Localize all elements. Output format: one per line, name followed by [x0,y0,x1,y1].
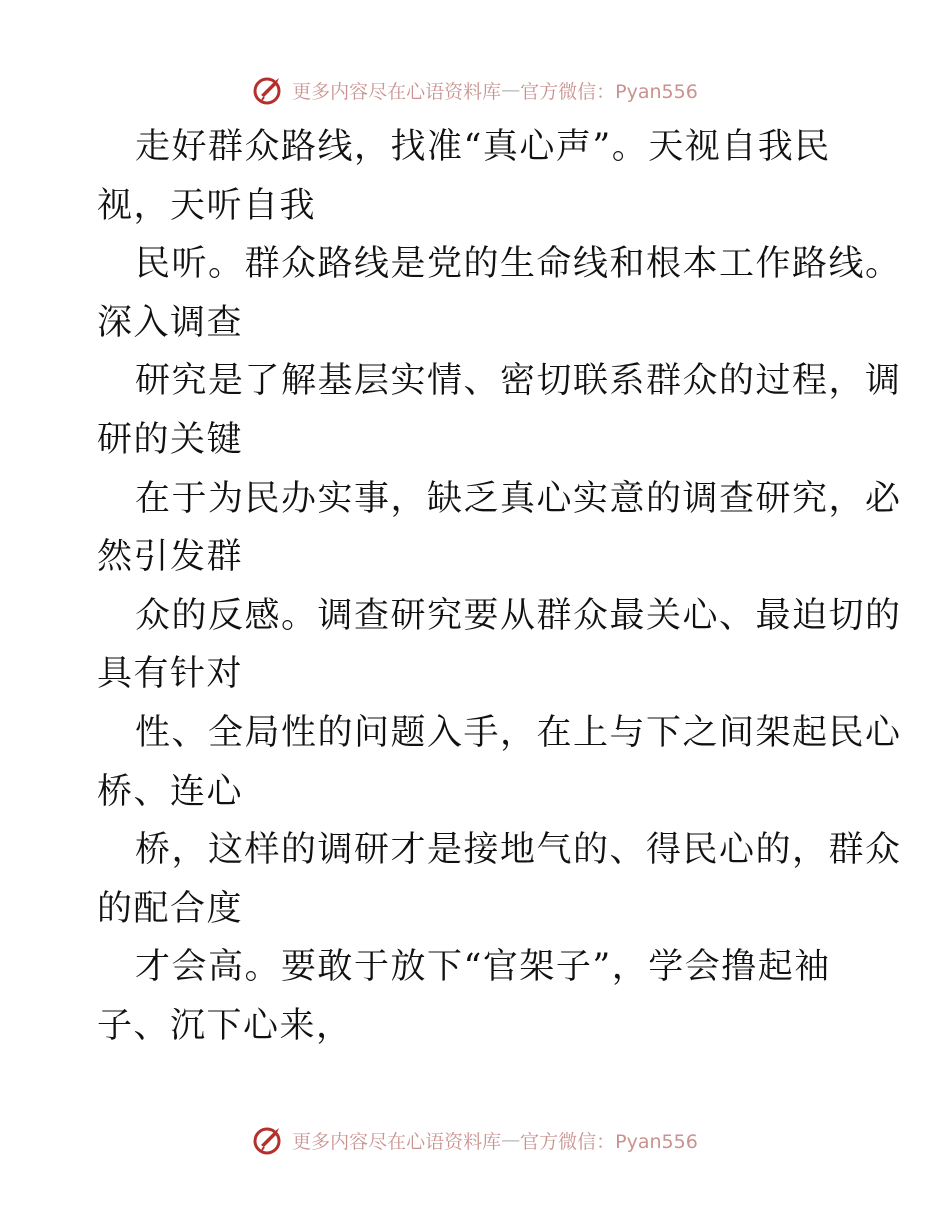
body-line: 的配合度 [97,888,244,929]
body-line: 才会高。要敢于放下“官架子”，学会撸起袖 [135,947,831,988]
watermark-separator: — [501,1129,521,1151]
body-line: 深入调查 [97,302,244,343]
body-line: 性、全局性的问题入手，在上与下之间架起民心 [135,712,902,753]
body-line: 子、沉下心来， [97,1005,353,1046]
body-line: 众的反感。调查研究要从群众最关心、最迫切的 [135,595,902,636]
body-line: 桥、连心 [97,771,244,812]
body-line: 走好群众路线，找准“真心声”。天视自我民 [135,127,831,167]
watermark-contact: 官方微信：Pyan556 [520,1130,698,1153]
body-line: 具有针对 [97,654,244,695]
quill-pen-logo-icon [252,1123,286,1157]
document-body [97,118,902,1056]
watermark-contact: 官方微信：Pyan556 [520,80,698,103]
body-line: 民听。群众路线是党的生命线和根本工作路线。 [135,244,902,285]
body-line: 在于为民办实事，缺乏真心实意的调查研究，必 [135,478,902,519]
body-line: 视，天听自我 [97,185,317,226]
quill-pen-logo-icon [252,73,286,107]
watermark-text: 更多内容尽在心语资料库 [292,1130,502,1153]
watermark-text: 更多内容尽在心语资料库 [292,80,502,103]
body-line: 研的关键 [97,419,244,460]
body-line: 研究是了解基层实情、密切联系群众的过程，调 [135,361,902,402]
body-line: 然引发群 [97,537,244,578]
watermark-separator: — [501,79,521,101]
body-line: 桥，这样的调研才是接地气的、得民心的，群众 [135,830,902,871]
header-watermark [0,70,950,110]
footer-watermark [0,1120,950,1160]
